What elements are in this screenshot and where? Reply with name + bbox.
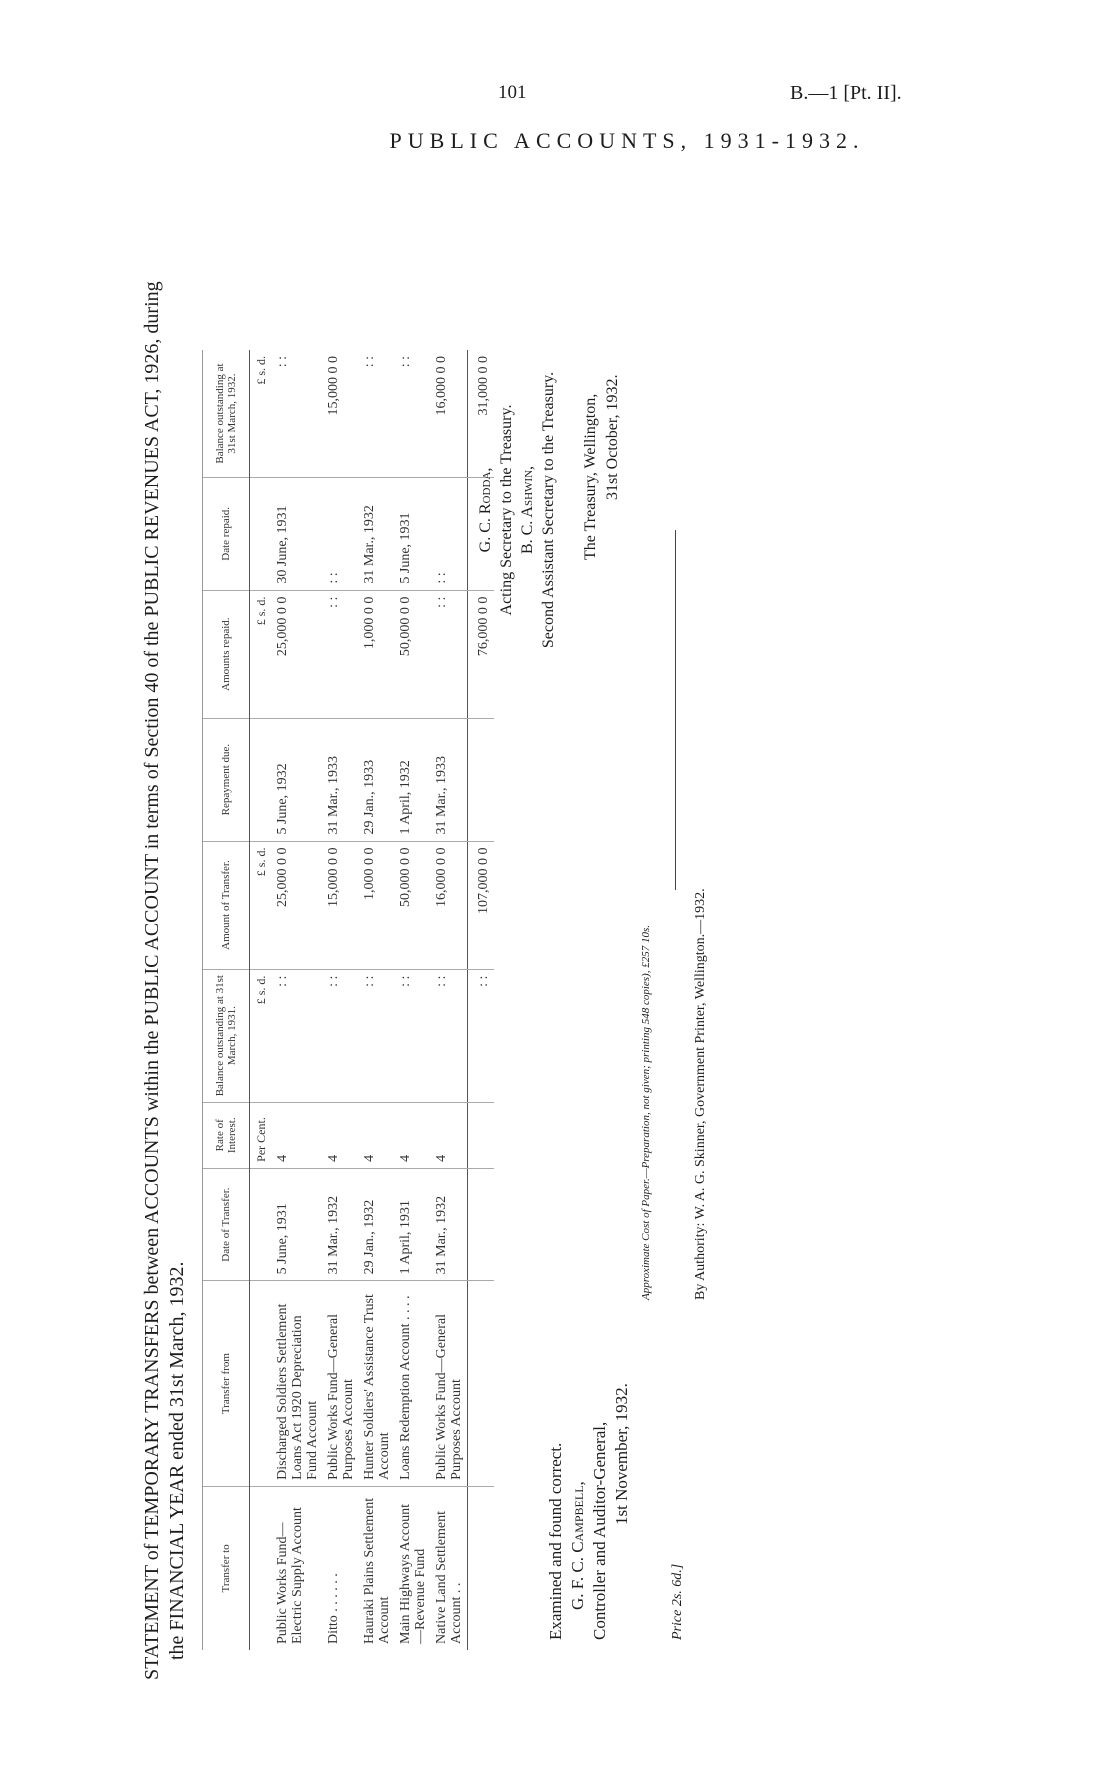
price-note: Price 2s. 6d.] <box>670 1563 685 1640</box>
table-cell: : : <box>272 969 323 1102</box>
table-cell: 25,000 0 0 <box>272 841 323 969</box>
table-cell: 5 June, 1931 <box>272 1168 323 1281</box>
table-cell: : : <box>359 350 395 478</box>
table-cell: : : <box>323 478 359 591</box>
units-row <box>250 350 273 1650</box>
col-header-date-repaid: Date repaid. <box>203 478 250 591</box>
table-cell: : : <box>323 969 359 1102</box>
table-cell: 31 Mar., 1932 <box>359 478 395 591</box>
table-header-row <box>203 350 250 1650</box>
rotated-statement-page <box>140 180 1080 1680</box>
table-cell: 1,000 0 0 <box>359 590 395 718</box>
table-cell: Public Works Fund—General Purposes Account <box>431 1281 468 1486</box>
table-cell: Discharged Soldiers Settlement Loans Act 1920 Depreciation Fund Account <box>272 1281 323 1486</box>
unit-cell <box>250 1486 273 1650</box>
unit-cell <box>250 1168 273 1281</box>
treasury-location: The Treasury, Wellington, <box>582 393 599 560</box>
table-cell: 31 Mar., 1932 <box>431 1168 468 1281</box>
table-row <box>359 350 395 1650</box>
statement-title-line-2: the FINANCIAL YEAR ended 31st March, 1932. <box>166 1261 188 1660</box>
total-cell <box>468 1486 495 1650</box>
table-cell: 50,000 0 0 <box>395 590 431 718</box>
signatory-name-2: B. C. Ashwin, <box>519 465 536 555</box>
unit-cell: £ s. d. <box>250 590 273 718</box>
examined-date: 1st November, 1932. <box>612 1383 631 1525</box>
unit-cell: £ s. d. <box>250 841 273 969</box>
table-cell: 29 Jan., 1933 <box>359 718 395 841</box>
unit-cell: Per Cent. <box>250 1102 273 1168</box>
table-cell: 5 June, 1932 <box>272 718 323 841</box>
table-cell: : : <box>395 350 431 478</box>
total-cell <box>468 1168 495 1281</box>
table-body <box>250 350 495 1650</box>
auditor-name: G. F. C. Campbell, <box>568 1481 587 1610</box>
table-cell: 15,000 0 0 <box>323 841 359 969</box>
transfers-table <box>202 350 494 1650</box>
examined-block <box>545 1383 633 1640</box>
unit-cell <box>250 718 273 841</box>
table-cell: 30 June, 1931 <box>272 478 323 591</box>
total-cell <box>468 1281 495 1486</box>
table-cell: 1 April, 1932 <box>395 718 431 841</box>
table-cell: 25,000 0 0 <box>272 590 323 718</box>
table-cell: Loans Redemption Account . . . . <box>395 1281 431 1486</box>
table-cell: 4 <box>359 1102 395 1168</box>
examined-statement: Examined and found correct. <box>546 1442 565 1640</box>
table-row <box>323 350 359 1650</box>
total-cell: 31,000 0 0 <box>468 350 495 478</box>
table-cell: : : <box>395 969 431 1102</box>
table-cell: Public Works Fund—General Purposes Account <box>323 1281 359 1486</box>
table-cell: 16,000 0 0 <box>431 350 468 478</box>
table-cell: 16,000 0 0 <box>431 841 468 969</box>
authority-line: By Authority: W. A. G. Skinner, Government Printer, Wellington.—1932. <box>693 888 708 1300</box>
table-cell: Main Highways Account—Revenue Fund <box>398 1504 428 1644</box>
table-cell: : : <box>431 590 468 718</box>
col-header-amounts-repaid: Amounts repaid. <box>203 590 250 718</box>
col-header-rate-of-interest: Rate of Interest. <box>203 1102 250 1168</box>
table-cell: 31 Mar., 1932 <box>323 1168 359 1281</box>
table-cell: 31 Mar., 1933 <box>431 718 468 841</box>
total-cell <box>468 1102 495 1168</box>
table-cell: Public Works Fund—Electric Supply Account <box>275 1507 305 1644</box>
treasury-signatures <box>475 300 559 720</box>
table-cell: 1 April, 1931 <box>395 1168 431 1281</box>
table-cell: 15,000 0 0 <box>323 350 359 478</box>
total-cell: : : <box>468 969 495 1102</box>
table-cell: : : <box>323 590 359 718</box>
total-cell: 107,000 0 0 <box>468 841 495 969</box>
signatory-name-1: G. C. Rodda, <box>477 467 494 553</box>
col-header-transfer-to: Transfer to <box>203 1486 250 1650</box>
table-cell: 4 <box>395 1102 431 1168</box>
unit-cell: £ s. d. <box>250 969 273 1102</box>
auditor-role: Controller and Auditor-General, <box>590 1421 609 1640</box>
statement-title <box>140 180 190 1680</box>
page-title: PUBLIC ACCOUNTS, 1931-1932. <box>389 128 865 153</box>
table-cell: 4 <box>272 1102 323 1168</box>
col-header-amount-of-transfer: Amount of Transfer. <box>203 841 250 969</box>
table-cell: : : <box>431 969 468 1102</box>
document-reference: B.—1 [Pt. II]. <box>790 82 902 104</box>
unit-cell <box>250 1281 273 1486</box>
table-cell: : : <box>359 969 395 1102</box>
table-cell: 4 <box>431 1102 468 1168</box>
table-cell: 29 Jan., 1932 <box>359 1168 395 1281</box>
signatory-role-1: Acting Secretary to the Treasury. <box>498 404 515 616</box>
table-cell: Hauraki Plains Settlement Account <box>362 1497 392 1644</box>
unit-cell: £ s. d. <box>250 350 273 478</box>
table-cell: 4 <box>323 1102 359 1168</box>
total-cell: 76,000 0 0 <box>468 590 495 718</box>
signatory-role-2: Second Assistant Secretary to the Treasury. <box>540 371 557 649</box>
table-cell: Hunter Soldiers' Assistance Trust Account <box>359 1281 395 1486</box>
treasury-address <box>580 374 624 560</box>
col-header-balance-1931: Balance outstanding at 31st March, 1931. <box>203 969 250 1102</box>
authority-rule <box>675 530 676 890</box>
table-row <box>395 350 431 1650</box>
statement-title-line-1: STATEMENT of TEMPORARY TRANSFERS between ACCOUNTS within the PUBLIC ACCOUNT in terms of Section 40 of the PUBLIC REVENUES ACT, 1926, during <box>141 281 163 1680</box>
total-cell <box>468 718 495 841</box>
col-header-balance-1932: Balance outstanding at 31st March, 1932. <box>203 350 250 478</box>
treasury-date: 31st October, 1932. <box>604 374 621 500</box>
col-header-repayment-due: Repayment due. <box>203 718 250 841</box>
unit-cell <box>250 478 273 591</box>
table-cell: 5 June, 1931 <box>395 478 431 591</box>
table-row <box>272 350 323 1650</box>
table-cell: 50,000 0 0 <box>395 841 431 969</box>
table-cell: : : <box>431 478 468 591</box>
col-header-date-of-transfer: Date of Transfer. <box>203 1168 250 1281</box>
table-cell: Native Land Settlement Account . . <box>434 1511 464 1644</box>
col-header-transfer-from: Transfer from <box>203 1281 250 1486</box>
page-number: 101 <box>498 82 527 103</box>
table-cell: : : <box>272 350 323 478</box>
table-cell: 31 Mar., 1933 <box>323 718 359 841</box>
cost-of-paper-note: Approximate Cost of Paper.—Preparation, not given; printing 548 copies), £257 10s. <box>640 925 652 1300</box>
table-row <box>431 350 468 1650</box>
table-cell: Ditto . . . . . . <box>326 1573 341 1644</box>
table-cell: 1,000 0 0 <box>359 841 395 969</box>
